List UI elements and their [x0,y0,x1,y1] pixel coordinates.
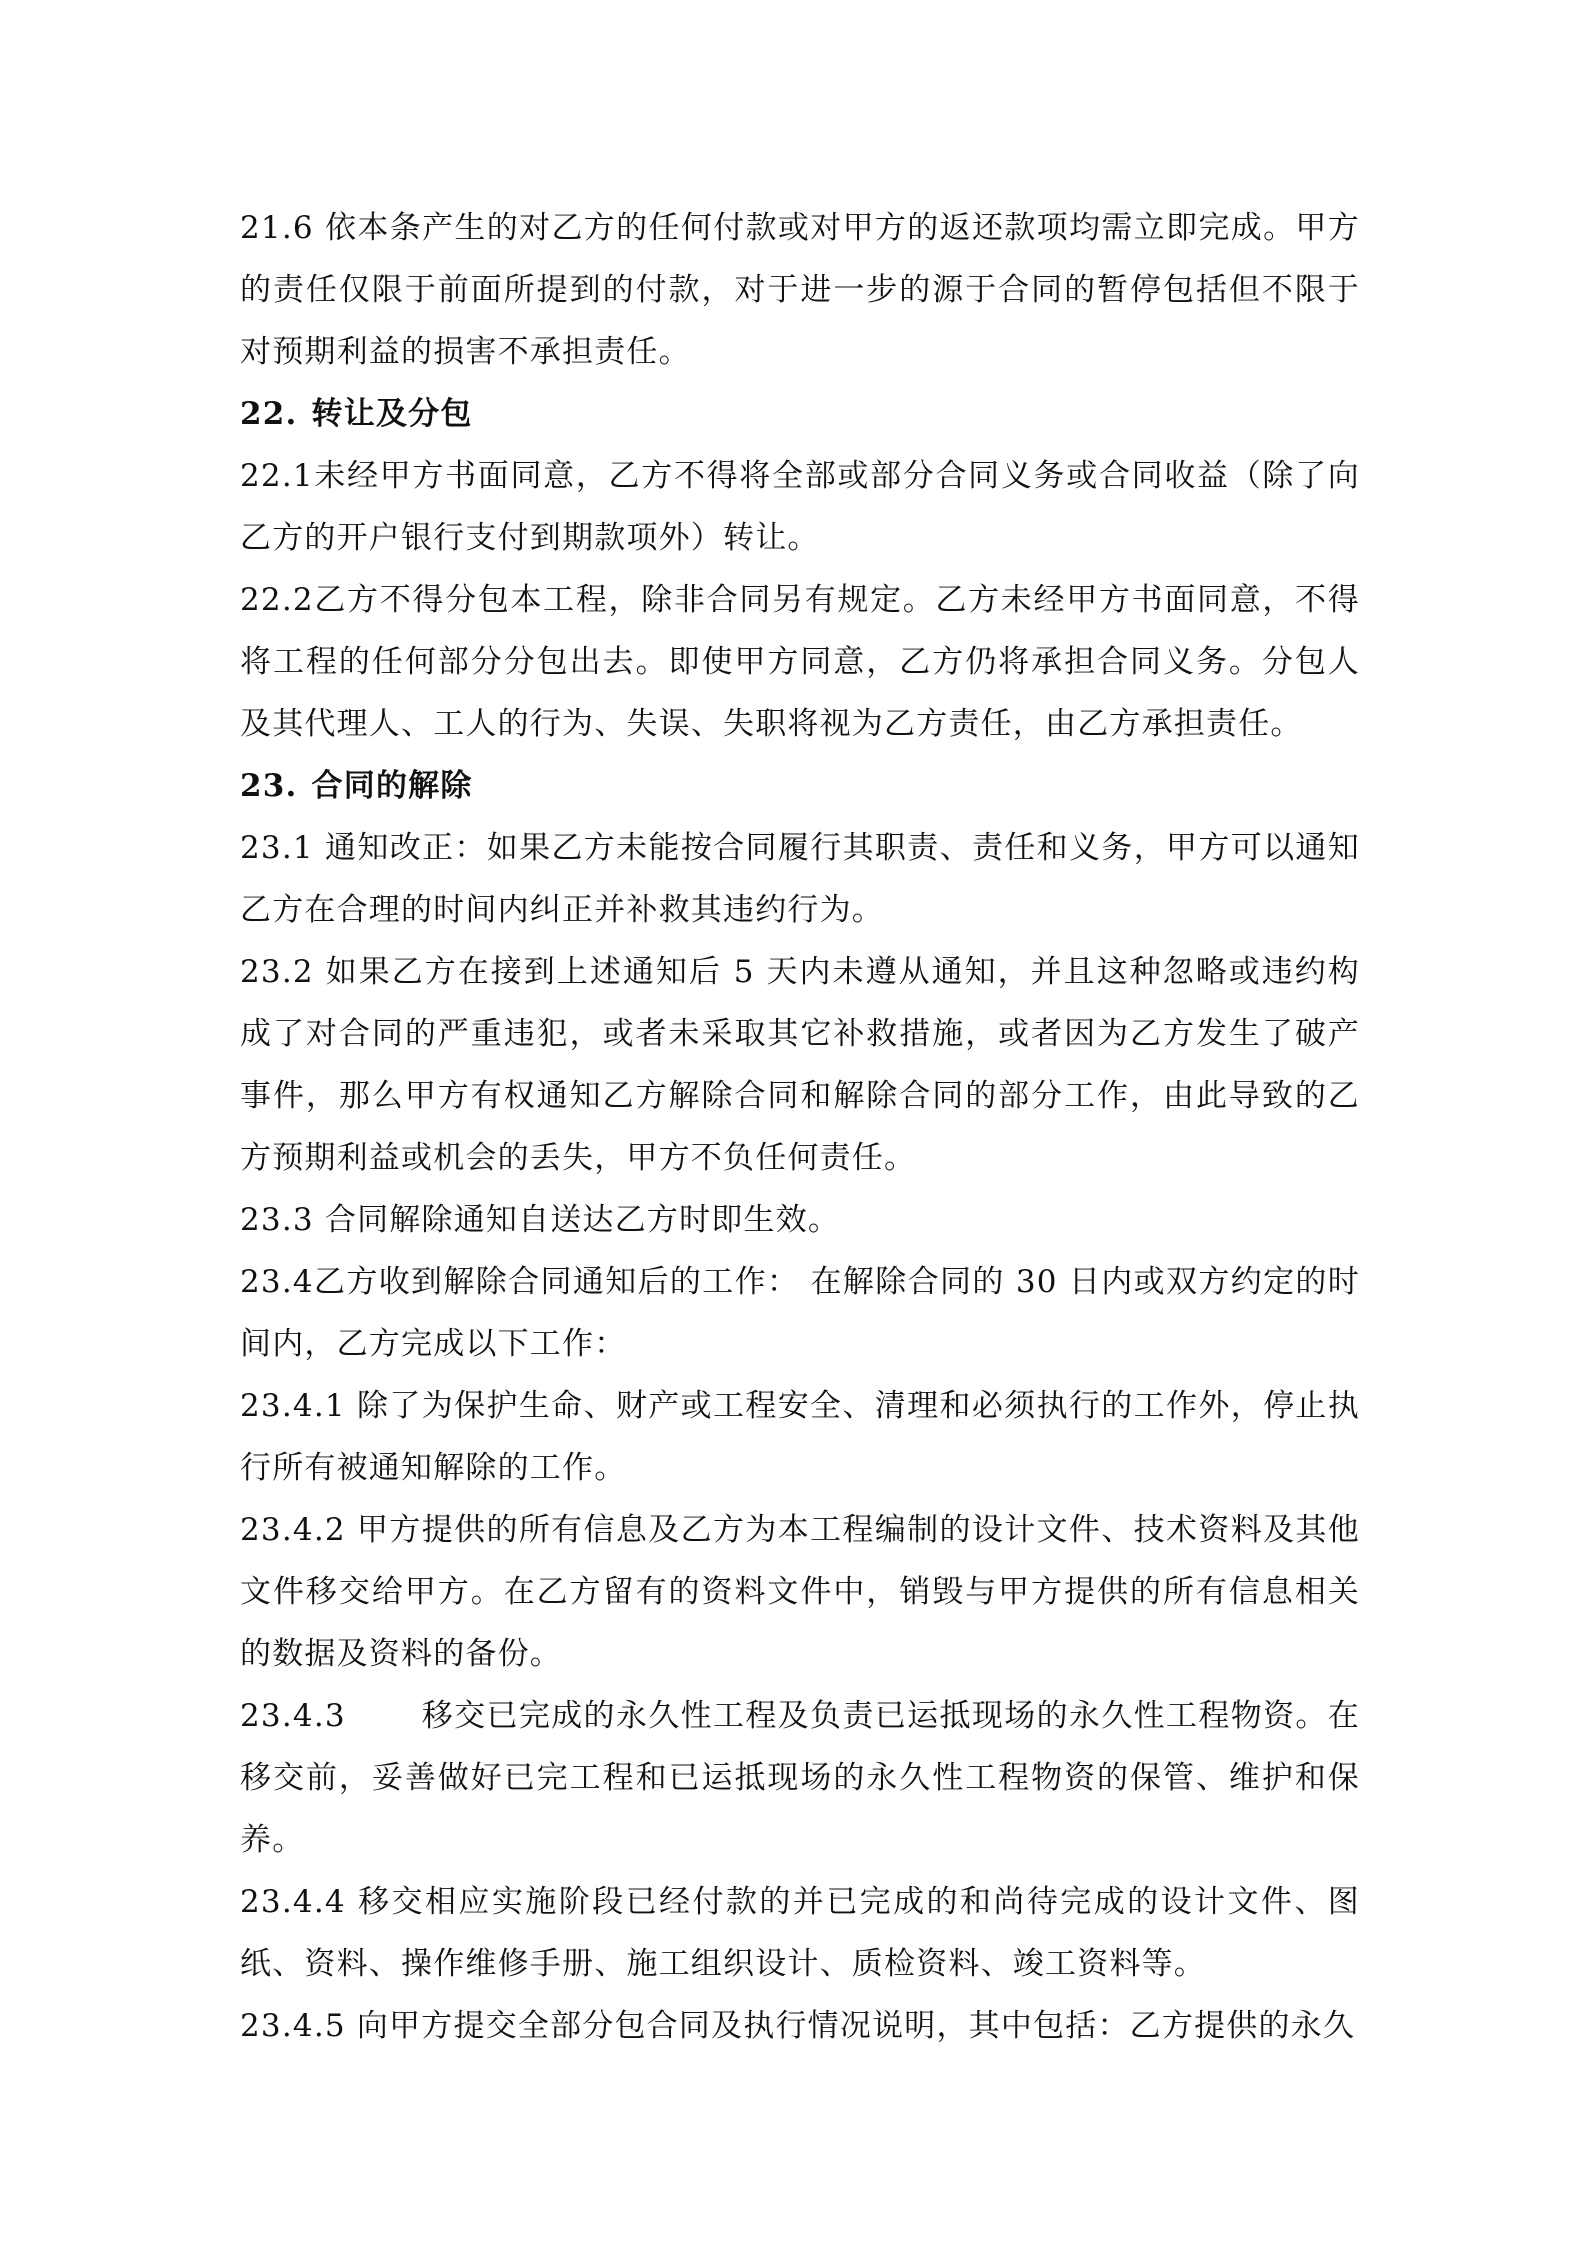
clause-number: 21.6 [240,210,314,246]
clause-23-4-4 [240,1871,1360,1995]
clause-number: 23.4.5 [240,2008,346,2044]
clause-text: 未经甲方书面同意，乙方不得将全部或部分合同义务或合同收益（除了向乙方的开户银行支付到期款项外）转让。 [240,458,1360,556]
clause-23-4-5 [240,1995,1360,2057]
clause-number: 22.2 [240,582,314,618]
section-title: 转让及分包 [311,396,473,432]
clause-21-6 [240,197,1360,383]
clause-text: 移交相应实施阶段已经付款的并已完成的和尚待完成的设计文件、图纸、资料、操作维修手册、施工组织设计、质检资料、竣工资料等。 [240,1884,1360,1982]
clause-text: 乙方收到解除合同通知后的工作： 在解除合同的 30 日内或双方约定的时间内，乙方完成以下工作： [240,1264,1360,1362]
clause-23-1 [240,817,1360,941]
section-number: 22. [240,396,298,432]
clause-number: 23.1 [240,830,314,866]
clause-text: 依本条产生的对乙方的任何付款或对甲方的返还款项均需立即完成。甲方的责任仅限于前面所提到的付款，对于进一步的源于合同的暂停包括但不限于对预期利益的损害不承担责任。 [240,210,1360,370]
section-number: 23. [240,768,298,804]
clause-23-2 [240,941,1360,1189]
clause-text: 移交已完成的永久性工程及负责已运抵现场的永久性工程物资。在移交前，妥善做好已完工程和已运抵现场的永久性工程物资的保管、维护和保养。 [240,1698,1360,1858]
clause-23-4-1 [240,1375,1360,1499]
section-heading-23 [240,755,1360,817]
clause-number: 23.2 [240,954,314,990]
clause-text: 如果乙方在接到上述通知后 5 天内未遵从通知，并且这种忽略或违约构成了对合同的严重违犯，或者未采取其它补救措施，或者因为乙方发生了破产事件，那么甲方有权通知乙方解除合同和解除合同的部分工作，由此导致的乙方预期利益或机会的丢失，甲方不负任何责任。 [240,954,1360,1176]
clause-number: 22.1 [240,458,314,494]
clause-text: 乙方不得分包本工程，除非合同另有规定。乙方未经甲方书面同意，不得将工程的任何部分分包出去。即使甲方同意，乙方仍将承担合同义务。分包人及其代理人、工人的行为、失误、失职将视为乙方责任，由乙方承担责任。 [240,582,1360,742]
clause-22-1 [240,445,1360,569]
clause-text: 甲方提供的所有信息及乙方为本工程编制的设计文件、技术资料及其他文件移交给甲方。在乙方留有的资料文件中，销毁与甲方提供的所有信息相关的数据及资料的备份。 [240,1512,1360,1672]
document-body [240,197,1360,2057]
section-title: 合同的解除 [311,768,473,804]
clause-23-4 [240,1251,1360,1375]
clause-text: 通知改正：如果乙方未能按合同履行其职责、责任和义务，甲方可以通知乙方在合理的时间内纠正并补救其违约行为。 [240,830,1360,928]
clause-22-2 [240,569,1360,755]
clause-number: 23.4.1 [240,1388,346,1424]
clause-number: 23.4.3 [240,1698,346,1734]
clause-number: 23.3 [240,1202,314,1238]
clause-text: 向甲方提交全部分包合同及执行情况说明，其中包括：乙方提供的永久 [356,2008,1356,2044]
clause-text: 除了为保护生命、财产或工程安全、清理和必须执行的工作外，停止执行所有被通知解除的工作。 [240,1388,1360,1486]
clause-23-3 [240,1189,1360,1251]
clause-number: 23.4.4 [240,1884,346,1920]
clause-text: 合同解除通知自送达乙方时即生效。 [324,1202,841,1238]
clause-number: 23.4.2 [240,1512,346,1548]
section-heading-22 [240,383,1360,445]
clause-23-4-2 [240,1499,1360,1685]
clause-23-4-3 [240,1685,1360,1871]
clause-number: 23.4 [240,1264,314,1300]
